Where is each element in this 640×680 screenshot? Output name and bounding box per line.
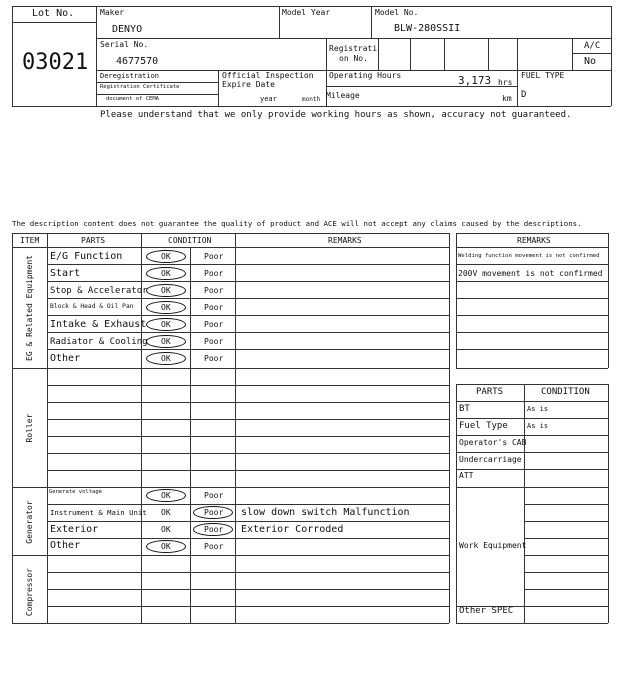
- section-label-eg: EG & Related Equipment: [25, 255, 34, 361]
- registration-certificate-label: Registration Certificate: [100, 84, 180, 90]
- part-label: Other: [50, 540, 81, 551]
- rule-line: [47, 349, 449, 350]
- rule-line: [456, 418, 524, 419]
- year-label: year: [260, 95, 277, 103]
- right-part-label: Operator's CAB: [459, 438, 527, 447]
- part-label: Block & Head & Oil Pan: [50, 303, 134, 310]
- section-label-compressor: Compressor: [25, 567, 34, 617]
- rule-line: [524, 452, 608, 453]
- work-equipment-label: Work Equipment: [459, 541, 527, 550]
- operating-hours-value: 3,173: [458, 74, 492, 87]
- remark-text: Exterior Corroded: [241, 524, 344, 535]
- inspection-label-1: Official Inspection: [222, 71, 314, 80]
- right-parts-header-parts: PARTS: [476, 387, 504, 397]
- ok-option: OK: [161, 286, 171, 295]
- rule-line: [12, 487, 449, 488]
- rule-line: [456, 264, 608, 265]
- part-label: Generate voltage: [49, 489, 102, 495]
- part-label: E/G Function: [50, 251, 123, 262]
- ok-circled-mark: [146, 267, 186, 280]
- rule-line: [456, 349, 608, 350]
- rule-line: [47, 402, 449, 403]
- rule-line: [456, 281, 608, 282]
- rule-line: [47, 538, 449, 539]
- deregistration-label: Deregistration: [100, 72, 160, 80]
- rule-line: [47, 315, 449, 316]
- model-no-label: Model No.: [375, 8, 419, 17]
- rule-line: [456, 315, 608, 316]
- rule-line: [524, 606, 608, 607]
- maker-value: DENYO: [112, 24, 143, 35]
- rule-line: [47, 385, 449, 386]
- document-cema-label: document of CEMA: [106, 96, 159, 102]
- ac-label: A/C: [584, 41, 601, 51]
- right-part-label: BT: [459, 404, 470, 414]
- rule-line: [524, 521, 608, 522]
- ok-circled-mark: [146, 284, 186, 297]
- ok-circled-mark: [146, 301, 186, 314]
- serial-no-label: Serial No.: [100, 40, 149, 49]
- ac-value: No: [584, 56, 597, 67]
- rule-line: [47, 281, 449, 282]
- rule-line: [524, 504, 608, 505]
- part-label: Start: [50, 268, 81, 279]
- rule-line: [47, 419, 449, 420]
- rule-line: [47, 521, 449, 522]
- poor-option: Poor: [204, 320, 224, 329]
- remark-text: slow down switch Malfunction: [241, 507, 410, 518]
- part-label: Other: [50, 353, 81, 364]
- ok-option: OK: [161, 542, 171, 551]
- operating-hours-label: Operating Hours: [329, 71, 402, 80]
- hours-accuracy-note: Please understand that we only provide working hours as shown, accuracy not guaranteed.: [100, 110, 572, 120]
- poor-circled-mark: [193, 523, 233, 536]
- col-header-condition: CONDITION: [168, 236, 212, 245]
- rule-line: [47, 436, 449, 437]
- poor-option: Poor: [204, 337, 224, 346]
- rule-line: [524, 435, 608, 436]
- other-spec-label: Other SPEC: [459, 606, 514, 616]
- ok-option: OK: [161, 269, 171, 278]
- right-remarks-header: REMARKS: [517, 236, 551, 245]
- rule-line: [456, 452, 524, 453]
- ok-circled-mark: [146, 540, 186, 553]
- ok-circled-mark: [146, 250, 186, 263]
- rule-line: [47, 332, 449, 333]
- ok-circled-mark: [146, 489, 186, 502]
- ok-circled-mark: [146, 352, 186, 365]
- right-remark-text: 200V movement is not confirmed: [458, 269, 603, 278]
- ok-option: OK: [161, 252, 171, 261]
- rule-line: [47, 589, 449, 590]
- poor-option: Poor: [204, 491, 224, 500]
- right-parts-header-condition: CONDITION: [541, 387, 590, 397]
- poor-option: Poor: [204, 542, 224, 551]
- poor-option: Poor: [204, 286, 224, 295]
- ok-option: OK: [161, 303, 171, 312]
- part-label: Stop & Accelerator: [50, 286, 148, 296]
- poor-option: Poor: [204, 508, 224, 517]
- model-no-value: BLW-280SSII: [394, 23, 461, 34]
- rule-line: [456, 332, 608, 333]
- right-part-label: Fuel Type: [459, 421, 508, 431]
- lot-no-value: 03021: [22, 50, 89, 75]
- ok-option: OK: [161, 508, 171, 517]
- rule-line: [47, 572, 449, 573]
- rule-line: [12, 555, 449, 556]
- disclaimer: The description content does not guarantee the quality of product and ACE will not accept any claims caused by the descriptions.: [12, 219, 582, 228]
- part-label: Radiator & Cooling: [50, 337, 148, 347]
- ok-option: OK: [161, 354, 171, 363]
- col-header-parts: PARTS: [81, 236, 106, 245]
- poor-option: Poor: [204, 354, 224, 363]
- rule-line: [47, 606, 449, 607]
- maker-label: Maker: [100, 8, 125, 17]
- ok-option: OK: [161, 491, 171, 500]
- rule-line: [12, 368, 449, 369]
- lot-no-label: Lot No.: [32, 8, 75, 19]
- fuel-type-value: D: [521, 90, 527, 100]
- right-part-label: Undercarriage: [459, 455, 522, 464]
- registration-label-1: Registrati: [329, 44, 378, 53]
- section-label-roller: Roller: [25, 413, 34, 443]
- rule-line: [47, 264, 449, 265]
- right-part-condition: As is: [527, 405, 549, 413]
- fuel-type-label: FUEL TYPE: [521, 71, 565, 80]
- month-label: month: [302, 96, 321, 103]
- model-year-label: Model Year: [282, 8, 331, 17]
- rule-line: [524, 469, 608, 470]
- poor-option: Poor: [204, 252, 224, 261]
- rule-line: [524, 555, 608, 556]
- rule-line: [456, 469, 524, 470]
- rule-line: [524, 572, 608, 573]
- ok-option: OK: [161, 320, 171, 329]
- km-label: km: [502, 94, 512, 103]
- hrs-label: hrs: [498, 78, 513, 87]
- part-label: Exterior: [50, 524, 99, 535]
- serial-no-value: 4677570: [116, 56, 159, 67]
- section-label-generator: Generator: [25, 500, 34, 544]
- rule-line: [456, 487, 524, 488]
- rule-line: [456, 298, 608, 299]
- rule-line: [524, 487, 608, 488]
- rule-line: [47, 453, 449, 454]
- poor-option: Poor: [204, 303, 224, 312]
- ok-circled-mark: [146, 318, 186, 331]
- part-label: Intake & Exhaust: [50, 319, 147, 330]
- right-remark-text: Welding function movement is not confirmed: [458, 253, 600, 259]
- col-header-remarks: REMARKS: [328, 236, 362, 245]
- ok-circled-mark: [146, 335, 186, 348]
- right-part-label: ATT: [459, 471, 474, 480]
- rule-line: [47, 504, 449, 505]
- inspection-label-2: Expire Date: [222, 80, 275, 89]
- part-label: Instrument & Main Unit: [50, 508, 147, 517]
- rule-line: [47, 470, 449, 471]
- poor-option: Poor: [204, 269, 224, 278]
- rule-line: [456, 368, 608, 369]
- poor-option: Poor: [204, 525, 224, 534]
- poor-circled-mark: [193, 506, 233, 519]
- rule-line: [524, 538, 608, 539]
- right-part-condition: As is: [527, 422, 549, 430]
- ok-option: OK: [161, 525, 171, 534]
- mileage-label: Mileage: [326, 91, 360, 100]
- rule-line: [47, 298, 449, 299]
- rule-line: [524, 589, 608, 590]
- registration-label-2: on No.: [339, 54, 368, 63]
- ok-option: OK: [161, 337, 171, 346]
- rule-line: [456, 435, 524, 436]
- col-header-item: ITEM: [20, 236, 40, 245]
- rule-line: [524, 418, 608, 419]
